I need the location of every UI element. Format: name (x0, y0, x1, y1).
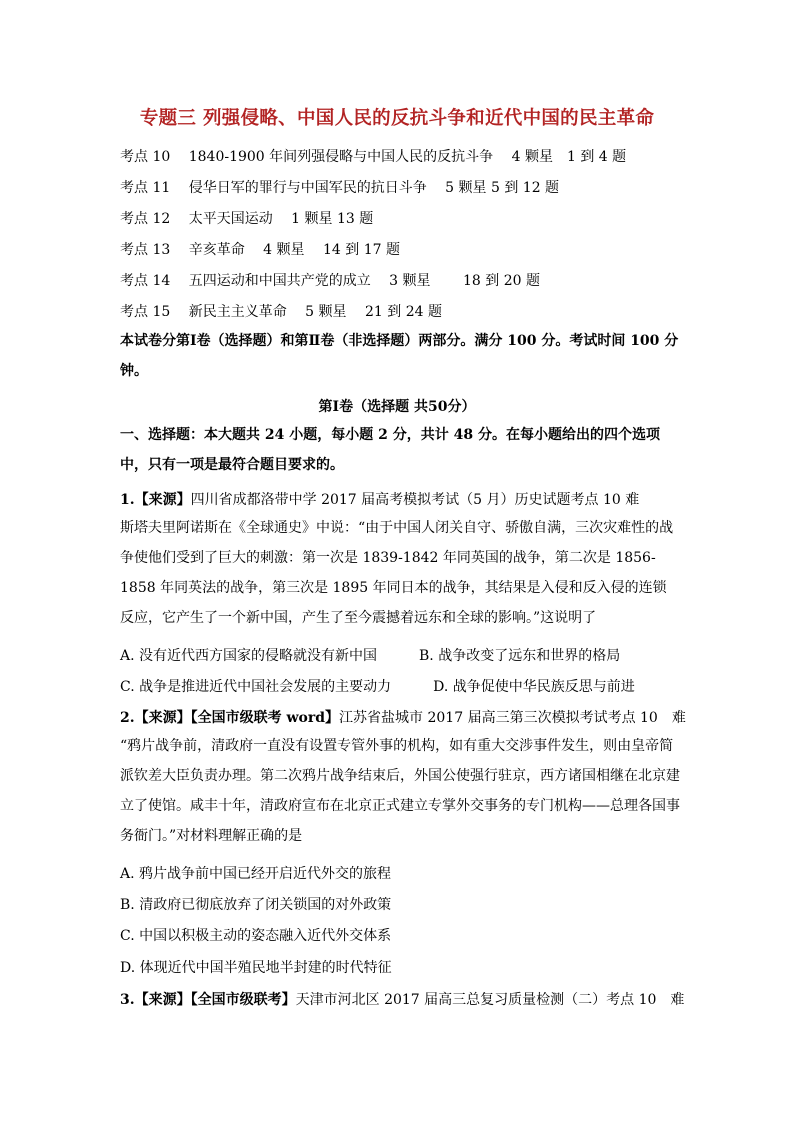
kaodian-label: 考点 14 (120, 273, 171, 289)
kaodian-topic: 太平天国运动 (188, 211, 273, 227)
option-d: D. 战争促使中华民族反思与前进 (433, 679, 635, 695)
kaodian-label: 考点 10 (120, 149, 171, 165)
question-2-option-a: A. 鸦片战争前中国已经开启近代外交的旅程 (120, 866, 392, 882)
part-heading: 一、选择题：本大题共 24 小题，每小题 2 分，共计 48 分。在每小题给出的四个选项中，只有一项是最符合题目要求的。 (120, 427, 660, 473)
kaodian-stars: 5 颗星 (445, 180, 487, 196)
source-prefix: 2.【来源】【全国市级联考 word】 (120, 710, 340, 726)
kaodian-row (120, 146, 626, 166)
question-3-source (120, 989, 684, 1009)
kaodian-label: 考点 13 (120, 242, 171, 258)
kaodian-topic: 五四运动和中国共产党的成立 (188, 273, 371, 289)
kaodian-stars: 4 颗星 (511, 149, 553, 165)
kaodian-row (120, 301, 442, 321)
question-1-options-row2 (120, 676, 635, 696)
kaodian-label: 考点 12 (120, 211, 171, 227)
kaodian-stars: 4 颗星 (263, 242, 305, 258)
source-text: 天津市河北区 2017 届高三总复习质量检测（二）考点 10 难 (295, 992, 685, 1008)
source-prefix: 3.【来源】【全国市级联考】 (120, 992, 296, 1008)
section-title: 第Ⅰ卷（选择题 共50分） (318, 399, 476, 415)
kaodian-topic: 1840-1900 年间列强侵略与中国人民的反抗斗争 (188, 149, 494, 165)
question-1-stem: 斯塔夫里阿诺斯在《全球通史》中说：“由于中国人闭关自守、骄傲自满，三次灾难性的战争使他们受到了巨大的刺激：第一次是 1839-1842 年同英国的战争，第二次是 1856-1858 年同英法的战争，第三次是 1895 年同日本的战争，其结果是入侵和反入侵的连锁反应，它产生了一个新中国，产生了至今震撼着远东和全球的影响。”这说明了 (120, 520, 674, 626)
source-prefix: 1.【来源】 (120, 492, 191, 508)
kaodian-range: 18 到 20 题 (462, 273, 540, 289)
question-2-option-b: B. 清政府已彻底放弃了闭关锁国的对外政策 (120, 897, 392, 913)
kaodian-range: 21 到 24 题 (364, 304, 442, 320)
option-b: B. 战争改变了远东和世界的格局 (419, 648, 621, 664)
question-1-options-row1 (120, 645, 620, 665)
question-2-option-d: D. 体现近代中国半殖民地半封建的时代特征 (120, 960, 392, 976)
kaodian-topic: 新民主主义革命 (188, 304, 287, 320)
question-2-source (120, 707, 686, 727)
kaodian-stars: 1 颗星 (291, 211, 333, 227)
kaodian-row (120, 177, 559, 197)
kaodian-row (120, 208, 373, 228)
kaodian-topic: 辛亥革命 (188, 242, 245, 258)
option-a: A. 没有近代西方国家的侵略就没有新中国 (120, 648, 378, 664)
kaodian-stars: 3 颗星 (389, 273, 431, 289)
kaodian-row (120, 239, 400, 259)
kaodian-row (120, 270, 540, 290)
kaodian-range: 13 题 (336, 211, 374, 227)
kaodian-stars: 5 颗星 (305, 304, 347, 320)
kaodian-topic: 侵华日军的罪行与中国军民的抗日斗争 (188, 180, 427, 196)
kaodian-range: 1 到 4 题 (566, 149, 627, 165)
question-1-source (120, 489, 639, 509)
source-text: 四川省成都洛带中学 2017 届高考模拟考试（5 月）历史试题考点 10 难 (190, 492, 640, 508)
kaodian-range: 5 到 12 题 (490, 180, 560, 196)
page-title: 专题三 列强侵略、中国人民的反抗斗争和近代中国的民主革命 (139, 108, 655, 129)
exam-intro: 本试卷分第Ⅰ卷（选择题）和第Ⅱ卷（非选择题）两部分。满分 100 分。考试时间 100 分钟。 (120, 333, 679, 379)
question-2-stem: “鸦片战争前，清政府一直没有设置专管外事的机构，如有重大交涉事件发生，则由皇帝简派钦差大臣负责办理。第二次鸦片战争结束后，外国公使强行驻京，西方诸国相继在北京建立了使馆。咸丰十年，清政府宣布在北京正式建立专掌外交事务的专门机构——总理各国事务衙门。”对材料理解正确的是 (120, 738, 680, 844)
kaodian-label: 考点 11 (120, 180, 171, 196)
kaodian-label: 考点 15 (120, 304, 171, 320)
kaodian-range: 14 到 17 题 (322, 242, 400, 258)
question-2-option-c: C. 中国以积极主动的姿态融入近代外交体系 (120, 928, 392, 944)
source-text: 江苏省盐城市 2017 届高三第三次模拟考试考点 10 难 (339, 710, 686, 726)
option-c: C. 战争是推进近代中国社会发展的主要动力 (120, 679, 392, 695)
